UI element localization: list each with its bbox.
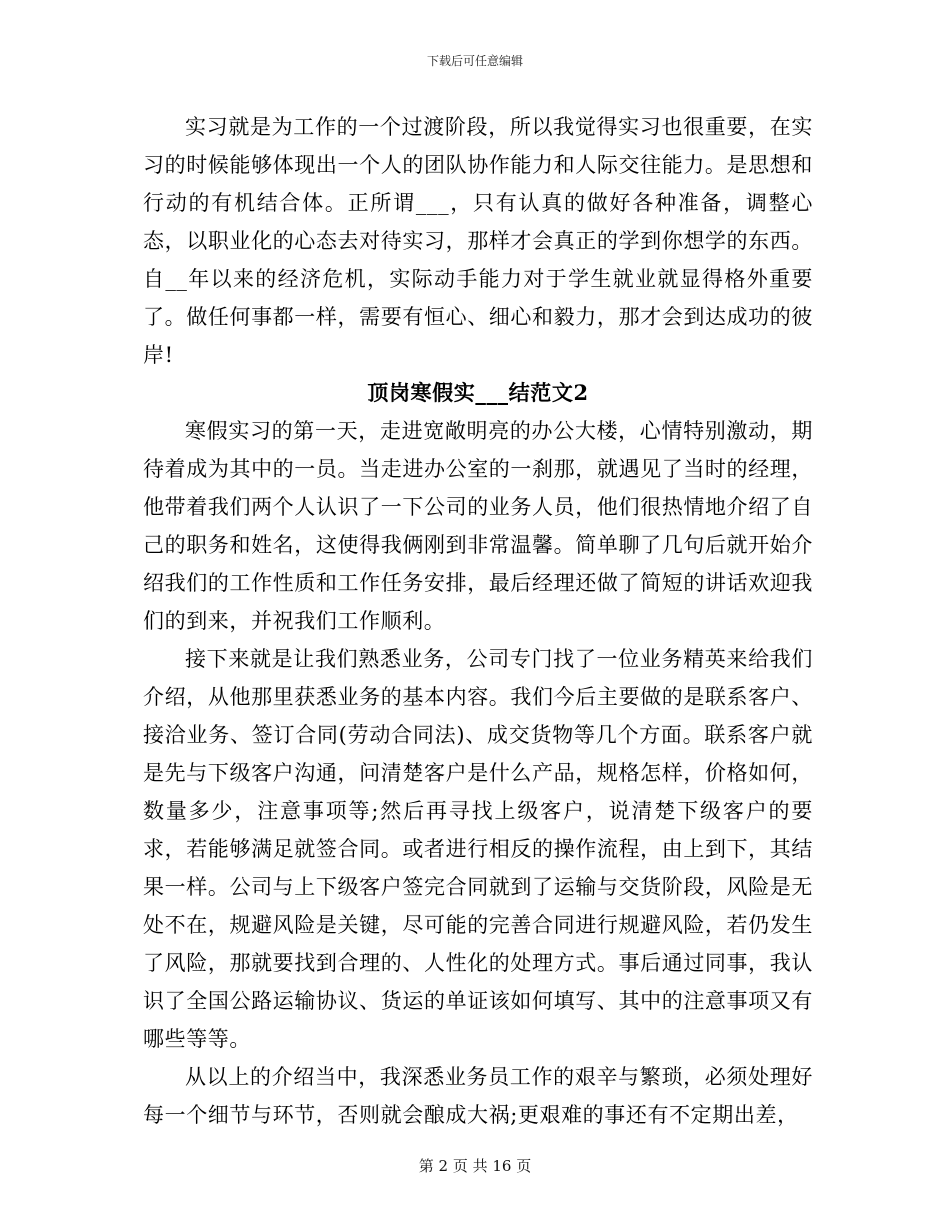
section-title: 顶岗寒假实___结范文2: [367, 380, 589, 405]
paragraph: 从以上的介绍当中，我深悉业务员工作的艰辛与繁琐，必须处理好每一个细节与环节，否则就会酿成大祸;更艰难的事还有不定期出差，: [143, 1065, 813, 1127]
document-body: [143, 108, 813, 1134]
page-header: 下载后可任意编辑: [426, 54, 523, 68]
paragraph: 实习就是为工作的一个过渡阶段，所以我觉得实习也很重要，在实习的时候能够体现出一个人的团队协作能力和人际交往能力。是思想和行动的有机结合体。正所谓___，只有认真的做好各种准备，调整心态，以职业化的心态去对待实习，那样才会真正的学到你想学的东西。自__年以来的经济危机，实际动手能力对于学生就业就显得格外重要了。做任何事都一样，需要有恒心、细心和毅力，那才会到达成功的彼岸!: [143, 115, 813, 367]
page-number: 第 2 页 共 16 页: [418, 1157, 532, 1175]
paragraph: 寒假实习的第一天，走进宽敞明亮的办公大楼，心情特别激动，期待着成为其中的一员。当走进办公室的一刹那，就遇见了当时的经理，他带着我们两个人认识了一下公司的业务人员，他们很热情地介绍了自己的职务和姓名，这使得我俩刚到非常温馨。简单聊了几句后就开始介绍我们的工作性质和工作任务安排，最后经理还做了简短的讲话欢迎我们的到来，并祝我们工作顺利。: [143, 419, 813, 633]
paragraph: 接下来就是让我们熟悉业务，公司专门找了一位业务精英来给我们介绍，从他那里获悉业务的基本内容。我们今后主要做的是联系客户、接洽业务、签订合同(劳动合同法)、成交货物等几个方面。联系客户就是先与下级客户沟通，问清楚客户是什么产品，规格怎样，价格如何，数量多少，注意事项等;然后再寻找上级客户，说清楚下级客户的要求，若能够满足就签合同。或者进行相反的操作流程，由上到下，其结果一样。公司与上下级客户签完合同就到了运输与交货阶段，风险是无处不在，规避风险是关键，尽可能的完善合同进行规避风险，若仍发生了风险，那就要找到合理的、人性化的处理方式。事后通过同事，我认识了全国公路运输协议、货运的单证该如何填写、其中的注意事项又有哪些等等。: [143, 647, 813, 1051]
